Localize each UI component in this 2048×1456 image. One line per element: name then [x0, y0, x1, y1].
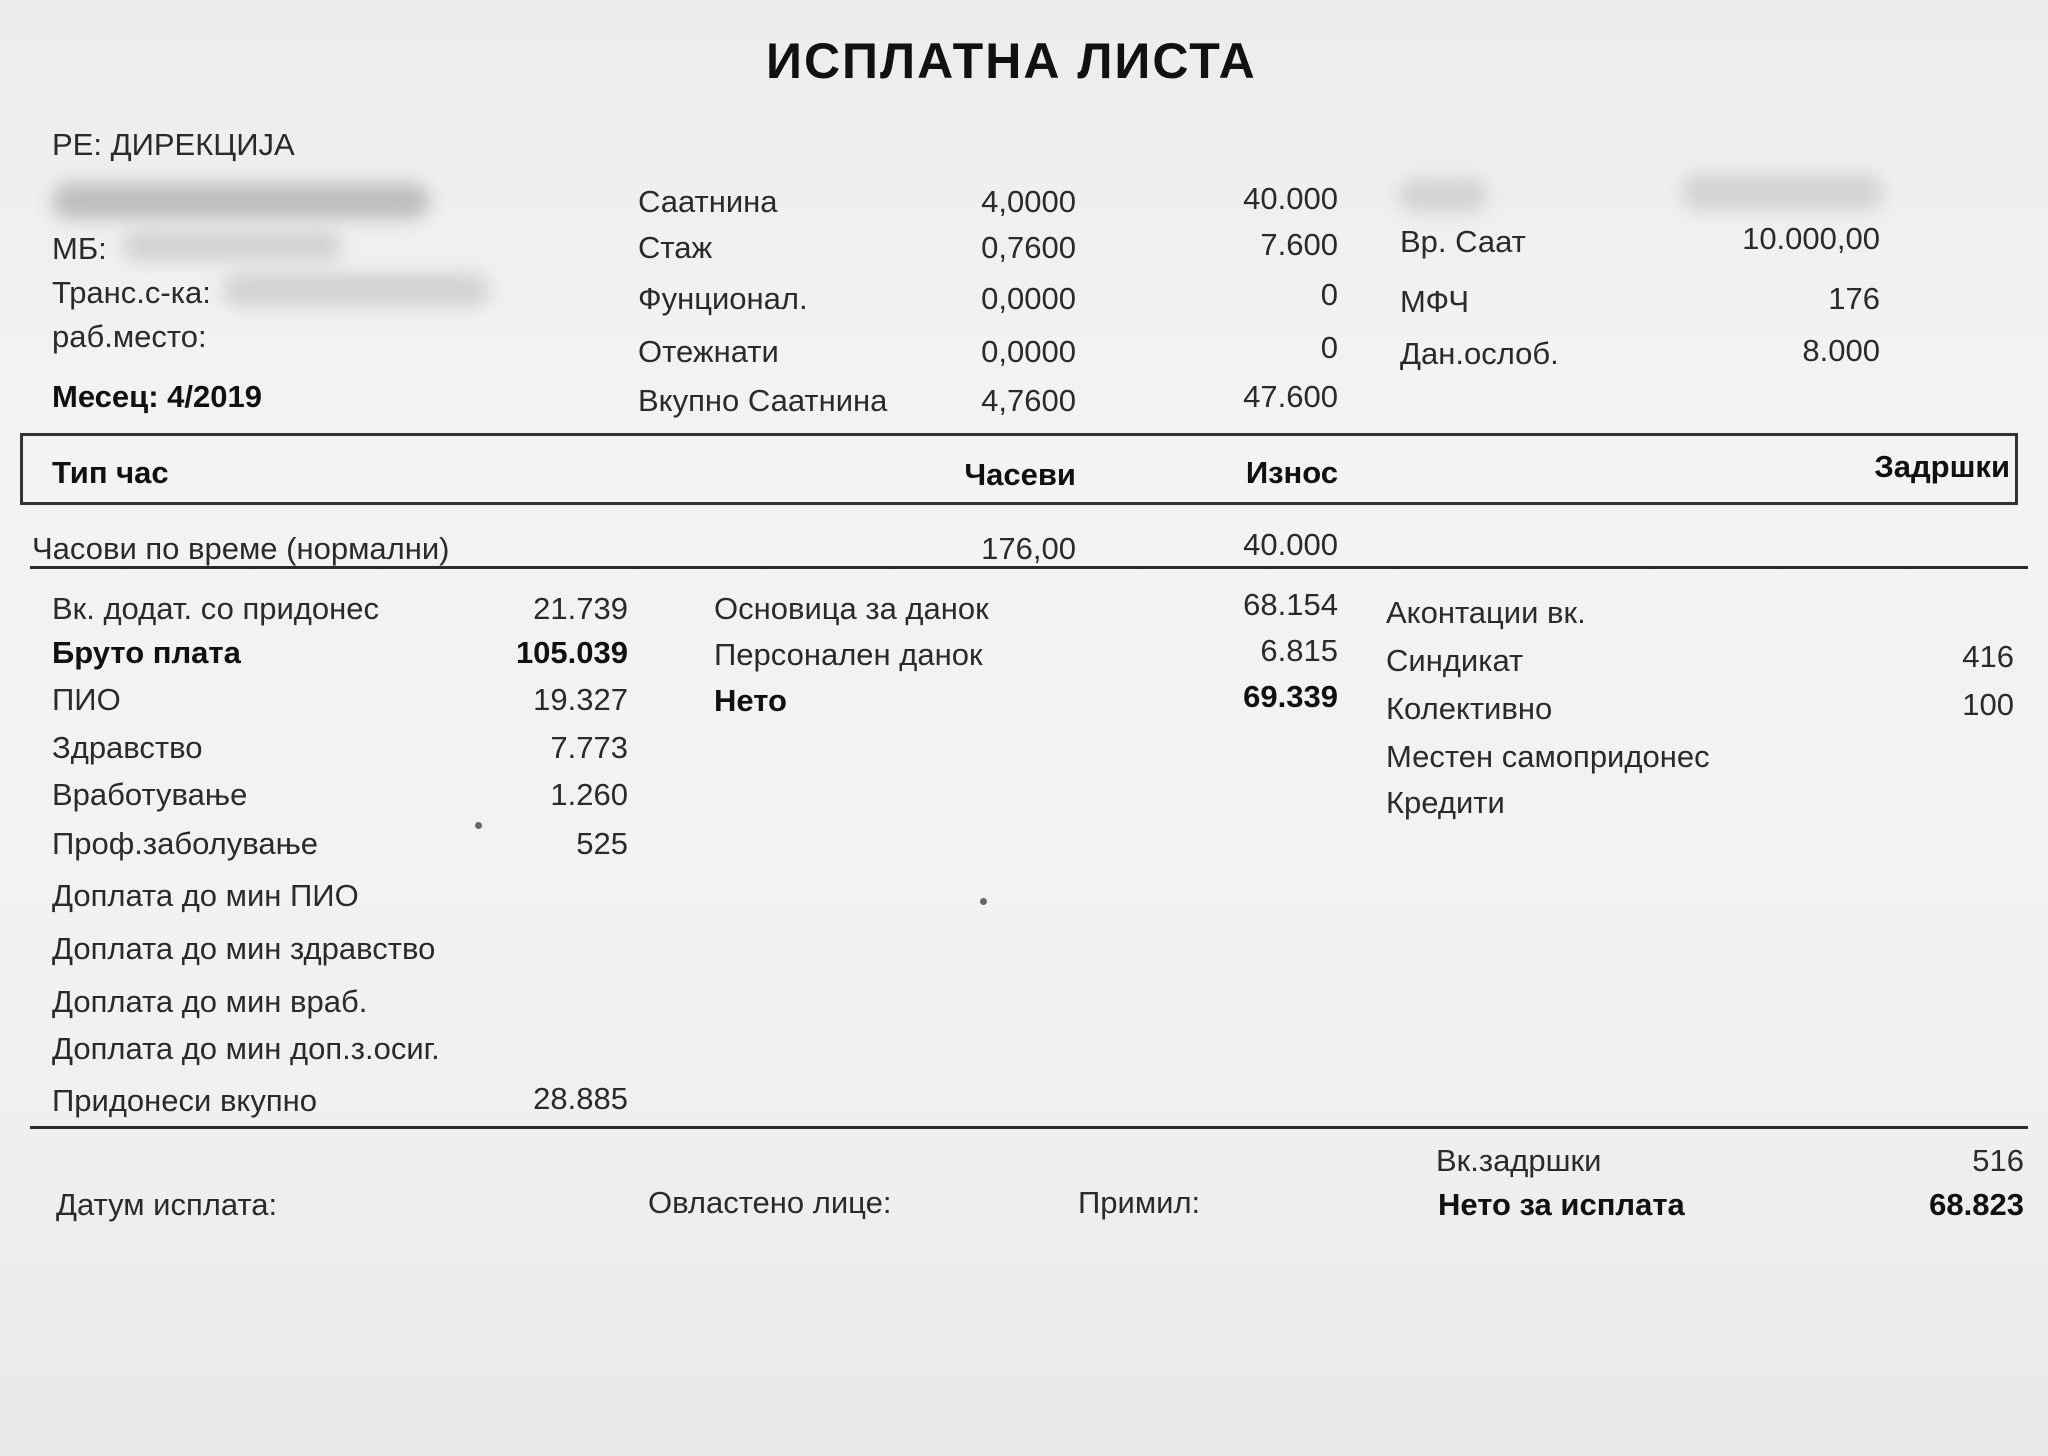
work-place-label: раб.место: — [52, 319, 207, 354]
tax-value: 68.154 — [1243, 587, 1338, 622]
contribution-label: Бруто плата — [52, 635, 241, 670]
total-deductions-label: Вк.задршки — [1436, 1143, 1602, 1178]
rate-amount: 0 — [1320, 277, 1338, 312]
contribution-value: 28.885 — [533, 1081, 628, 1116]
rate-label: Вкупно Саатнина — [638, 383, 888, 418]
contribution-label: Придонеси вкупно — [52, 1083, 317, 1118]
tax-value: 6.815 — [1260, 633, 1338, 668]
paper-speck — [980, 898, 987, 905]
deduction-value: 100 — [1962, 687, 2014, 722]
contribution-label: Вработување — [52, 777, 248, 812]
month-label: Месец: 4/2019 — [52, 379, 262, 414]
rate-amount: 7.600 — [1260, 227, 1338, 262]
contribution-value: 7.773 — [550, 730, 628, 765]
rate-amount: 0 — [1320, 330, 1338, 365]
tax-label: Нето — [714, 683, 787, 718]
rate-label: Саатнина — [638, 184, 778, 219]
hours-row-hours: 176,00 — [981, 531, 1076, 566]
contribution-label: Вк. додат. со придонес — [52, 591, 379, 626]
contribution-label: Доплата до мин ПИО — [52, 878, 359, 913]
rate-coefficient: 0,7600 — [981, 230, 1076, 265]
redacted-employee-name — [52, 183, 430, 219]
tax-label: Основица за данок — [714, 591, 989, 626]
col-hours: Часеви — [964, 457, 1076, 492]
info-label: МФЧ — [1400, 284, 1470, 319]
redacted-right-label — [1398, 178, 1488, 212]
hours-row-amount: 40.000 — [1243, 527, 1338, 562]
authorized-person-label: Овластено лице: — [648, 1185, 892, 1220]
redacted-account — [222, 273, 490, 307]
deduction-label: Кредити — [1386, 785, 1505, 820]
contribution-value: 21.739 — [533, 591, 628, 626]
rate-coefficient: 4,0000 — [981, 184, 1076, 219]
deduction-value: 416 — [1962, 639, 2014, 674]
contribution-label: ПИО — [52, 682, 121, 717]
rate-label: Стаж — [638, 230, 713, 265]
contribution-label: Доплата до мин здравство — [52, 931, 436, 966]
info-value: 176 — [1828, 281, 1880, 316]
hours-row-label: Часови по време (нормални) — [32, 531, 450, 566]
rate-label: Отежнати — [638, 334, 779, 369]
mb-label: МБ: — [52, 231, 107, 266]
tax-label: Персонален данок — [714, 637, 983, 672]
tax-value: 69.339 — [1243, 679, 1338, 714]
rate-coefficient: 0,0000 — [981, 334, 1076, 369]
rate-amount: 40.000 — [1243, 181, 1338, 216]
col-amount: Износ — [1245, 455, 1338, 490]
col-deductions: Задршки — [1874, 449, 2010, 484]
trans-label: Транс.с-ка: — [52, 275, 211, 310]
contribution-label: Доплата до мин враб. — [52, 984, 368, 1019]
deduction-label: Колективно — [1386, 691, 1553, 726]
net-pay-value: 68.823 — [1929, 1187, 2024, 1222]
divider-line — [30, 566, 2028, 569]
info-value: 10.000,00 — [1742, 221, 1880, 256]
info-value: 8.000 — [1802, 333, 1880, 368]
contribution-label: Здравство — [52, 730, 203, 765]
paper-speck — [475, 822, 482, 829]
contribution-value: 525 — [576, 826, 628, 861]
rate-label: Фунционал. — [638, 281, 808, 316]
contribution-value: 105.039 — [515, 635, 628, 670]
contribution-value: 1.260 — [550, 777, 628, 812]
org-unit: РЕ: ДИРЕКЦИЈА — [52, 127, 295, 162]
rate-coefficient: 0,0000 — [981, 281, 1076, 316]
bottom-divider-line — [30, 1126, 2028, 1129]
rate-coefficient: 4,7600 — [981, 383, 1076, 418]
contribution-label: Доплата до мин доп.з.осиг. — [52, 1031, 440, 1066]
deduction-label: Местен самопридонес — [1386, 739, 1710, 774]
received-by-label: Примил: — [1078, 1185, 1201, 1220]
net-pay-label: Нето за исплата — [1438, 1187, 1685, 1222]
deduction-label: Синдикат — [1386, 643, 1524, 678]
contribution-value: 19.327 — [533, 682, 628, 717]
payment-date-label: Датум исплата: — [56, 1187, 278, 1222]
redacted-mb — [122, 230, 342, 262]
col-type: Тип час — [52, 455, 169, 490]
contribution-label: Проф.заболување — [52, 826, 319, 861]
total-deductions-value: 516 — [1972, 1143, 2024, 1178]
document-title: ИСПЛАТНА ЛИСТА — [766, 33, 1257, 89]
info-label: Вр. Саат — [1400, 224, 1526, 259]
rate-amount: 47.600 — [1243, 379, 1338, 414]
info-label: Дан.ослоб. — [1400, 336, 1559, 371]
deduction-label: Аконтации вк. — [1386, 595, 1586, 630]
redacted-right-value — [1680, 174, 1884, 210]
